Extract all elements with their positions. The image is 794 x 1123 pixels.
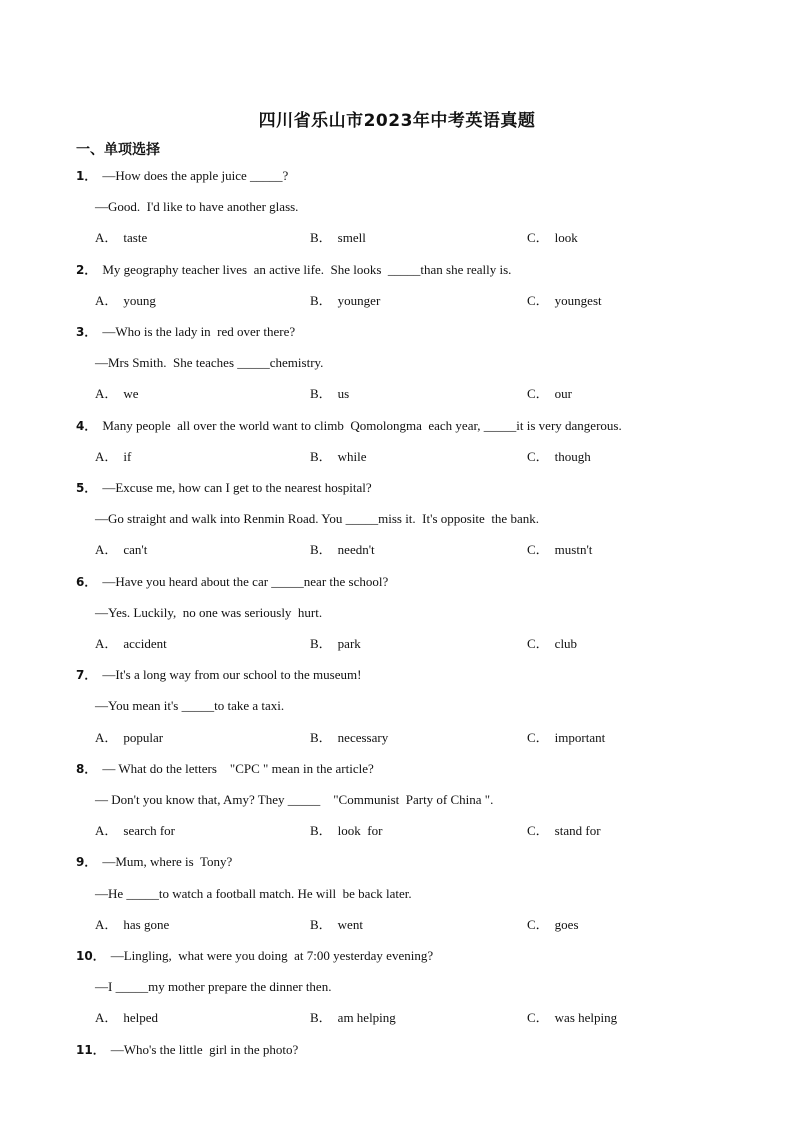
question-stem xyxy=(76,322,295,342)
option-label: C． xyxy=(527,448,549,464)
question-text: —Mum, where is Tony? xyxy=(102,854,233,870)
option-b xyxy=(310,728,388,748)
option-label: B． xyxy=(310,1010,332,1026)
question-line xyxy=(95,696,284,716)
question-number: 2． xyxy=(76,262,97,277)
option-text: accident xyxy=(123,636,167,651)
option-text: us xyxy=(337,386,350,402)
option-text: young xyxy=(123,292,156,308)
option-text: smell xyxy=(337,230,366,246)
option-text: look for xyxy=(337,823,383,839)
option-label: A． xyxy=(95,386,118,402)
option-b xyxy=(310,634,361,654)
question-text: —Excuse me, how can I get to the nearest hospital? xyxy=(102,480,372,495)
question-text: —Who is the lady in red over there? xyxy=(102,324,296,339)
option-a xyxy=(95,915,169,935)
question-stem xyxy=(76,478,372,498)
option-label: B． xyxy=(310,230,332,246)
option-label: A． xyxy=(95,448,118,464)
option-c xyxy=(527,1008,617,1028)
option-text: mustn't xyxy=(554,542,593,558)
option-a xyxy=(95,447,131,467)
question-number: 6． xyxy=(76,574,97,589)
option-label: B． xyxy=(310,292,332,308)
option-text: can't xyxy=(123,542,148,558)
option-text: park xyxy=(337,636,361,651)
option-label: C． xyxy=(527,823,549,839)
option-text: popular xyxy=(123,729,164,745)
option-a xyxy=(95,634,167,654)
question-text: —Yes. Luckily, no one was seriously hurt. xyxy=(95,604,323,620)
option-b xyxy=(310,915,363,935)
question-number: 4． xyxy=(76,418,97,433)
option-label: B． xyxy=(310,448,332,464)
question-text: —It's a long way from our school to the museum! xyxy=(102,667,362,683)
question-text: — Don't you know that, Amy? They _____ "Communist Party of China ". xyxy=(95,792,494,807)
question-line xyxy=(95,509,539,529)
option-b xyxy=(310,1008,396,1028)
question-text: —Have you heard about the car _____near the school? xyxy=(102,573,389,589)
option-text: we xyxy=(123,386,139,402)
question-number: 5． xyxy=(76,481,97,495)
option-a xyxy=(95,291,156,311)
option-label: A． xyxy=(95,292,118,308)
question-text: Many people all over the world want to climb Qomolongma each year, _____it is very dangerous. xyxy=(102,417,622,433)
option-label: B． xyxy=(310,542,332,558)
option-text: club xyxy=(554,636,578,651)
question-stem xyxy=(76,572,388,592)
option-text: though xyxy=(554,448,591,464)
question-stem xyxy=(76,852,232,872)
option-text: was helping xyxy=(554,1010,618,1026)
option-label: B． xyxy=(310,823,332,839)
option-text: search for xyxy=(123,823,175,839)
question-stem xyxy=(76,416,622,436)
question-stem xyxy=(76,166,288,186)
option-text: stand for xyxy=(554,823,601,839)
question-line xyxy=(95,197,298,217)
option-text: taste xyxy=(123,230,148,246)
option-b xyxy=(310,384,349,404)
option-text: while xyxy=(337,448,367,464)
question-number: 7． xyxy=(76,668,97,683)
option-label: A． xyxy=(95,542,118,558)
option-text: necessary xyxy=(337,729,389,745)
option-c xyxy=(527,447,591,467)
question-text: —Lingling, what were you doing at 7:00 yesterday evening? xyxy=(110,948,434,963)
option-label: A． xyxy=(95,636,118,651)
option-c xyxy=(527,291,602,311)
option-label: C． xyxy=(527,729,549,745)
option-text: important xyxy=(554,729,606,745)
question-stem xyxy=(76,665,361,685)
option-label: B． xyxy=(310,916,332,932)
option-b xyxy=(310,821,382,841)
question-text: —You mean it's _____to take a taxi. xyxy=(95,698,285,714)
question-text: —Who's the little girl in the photo? xyxy=(110,1041,299,1057)
option-text: helped xyxy=(123,1010,159,1026)
option-label: C． xyxy=(527,636,549,651)
option-label: C． xyxy=(527,386,549,402)
option-c xyxy=(527,821,601,841)
option-label: C． xyxy=(527,292,549,308)
option-label: A． xyxy=(95,729,118,745)
option-label: B． xyxy=(310,729,332,745)
option-label: C． xyxy=(527,1010,549,1026)
option-text: needn't xyxy=(337,542,375,558)
option-a xyxy=(95,228,147,248)
option-c xyxy=(527,915,579,935)
page-title: 四川省乐山市2023年中考英语真题 xyxy=(258,111,536,131)
option-a xyxy=(95,1008,158,1028)
option-a xyxy=(95,728,163,748)
option-text: has gone xyxy=(123,916,170,932)
option-text: youngest xyxy=(554,292,602,308)
question-line xyxy=(95,790,493,810)
question-line xyxy=(95,353,323,373)
option-text: goes xyxy=(554,916,579,932)
question-line xyxy=(95,977,331,997)
option-b xyxy=(310,228,366,248)
question-line xyxy=(95,603,322,623)
option-text: our xyxy=(554,386,573,402)
question-number: 8． xyxy=(76,761,97,776)
question-number: 9． xyxy=(76,855,97,870)
option-a xyxy=(95,821,175,841)
option-label: A． xyxy=(95,916,118,932)
option-text: went xyxy=(337,916,363,932)
option-a xyxy=(95,384,139,404)
option-b xyxy=(310,447,367,467)
question-stem xyxy=(76,759,374,779)
question-line xyxy=(95,884,412,904)
question-text: —I _____my mother prepare the dinner then. xyxy=(95,979,332,995)
option-a xyxy=(95,540,147,560)
question-text: —Good. I'd like to have another glass. xyxy=(95,199,299,215)
option-c xyxy=(527,384,572,404)
option-c xyxy=(527,634,577,654)
question-stem xyxy=(76,946,433,966)
question-number: 3． xyxy=(76,325,97,339)
option-c xyxy=(527,540,592,560)
question-stem xyxy=(76,1040,298,1060)
question-text: —He _____to watch a football match. He will be back later. xyxy=(95,885,412,901)
question-text: —Go straight and walk into Renmin Road. You _____miss it. It's opposite the bank. xyxy=(95,511,539,527)
question-text: —Mrs Smith. She teaches _____chemistry. xyxy=(95,355,324,371)
option-text: am helping xyxy=(337,1010,396,1026)
option-c xyxy=(527,228,578,248)
question-stem xyxy=(76,260,511,280)
question-text: — What do the letters "CPC " mean in the article? xyxy=(102,760,374,776)
option-label: C． xyxy=(527,542,549,558)
option-label: A． xyxy=(95,1010,118,1026)
option-label: A． xyxy=(95,823,118,839)
question-number: 1． xyxy=(76,169,97,183)
option-label: C． xyxy=(527,916,549,932)
question-text: —How does the apple juice _____? xyxy=(102,168,289,183)
option-b xyxy=(310,540,375,560)
question-text: My geography teacher lives an active life. She looks _____than she really is. xyxy=(102,261,512,277)
option-label: B． xyxy=(310,386,332,402)
option-c xyxy=(527,728,605,748)
section-heading: 一、单项选择 xyxy=(76,142,160,158)
option-label: A． xyxy=(95,230,118,246)
question-number: 10． xyxy=(76,949,105,963)
question-number: 11． xyxy=(76,1042,105,1057)
option-b xyxy=(310,291,380,311)
option-label: C． xyxy=(527,230,549,246)
option-text: look xyxy=(554,230,578,246)
option-text: younger xyxy=(337,292,381,308)
option-label: B． xyxy=(310,636,332,651)
option-text: if xyxy=(123,448,132,464)
